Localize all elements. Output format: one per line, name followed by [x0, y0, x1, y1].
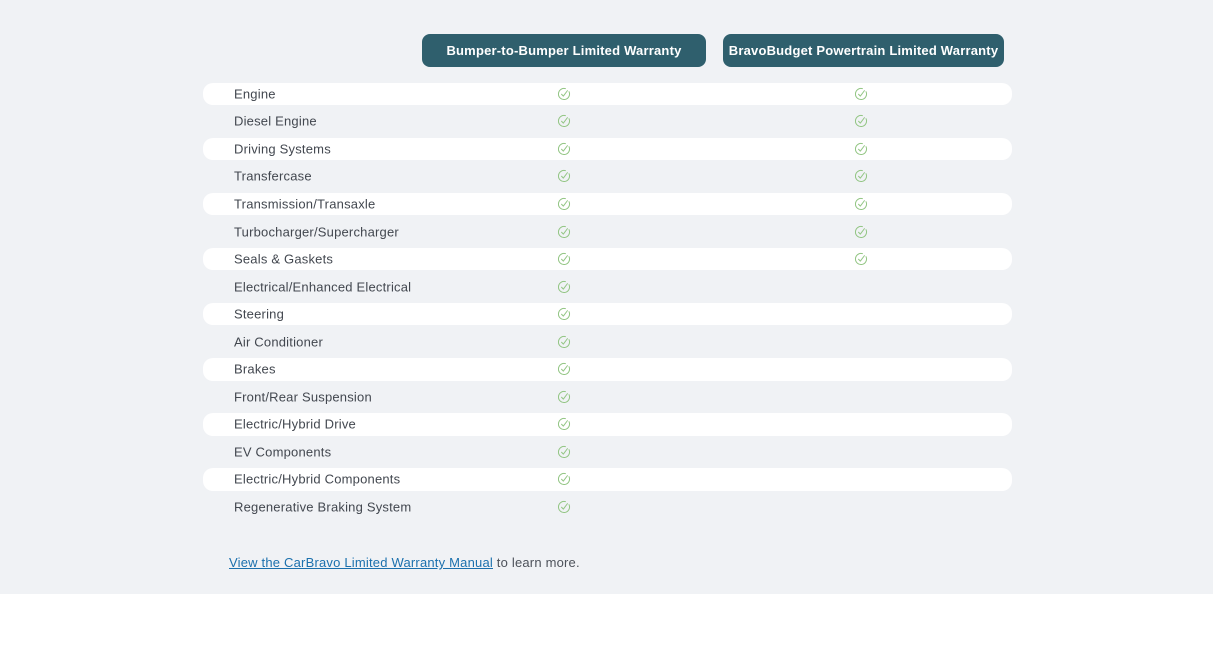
check-circle-icon	[854, 169, 868, 183]
table-row	[203, 218, 1012, 246]
check-circle-icon	[557, 280, 571, 294]
table-row	[203, 438, 1012, 466]
check-circle-icon	[557, 197, 571, 211]
table-row	[203, 190, 1012, 218]
check-circle-icon	[557, 225, 571, 239]
footer-suffix-text: to learn more.	[492, 555, 580, 570]
table-row	[203, 108, 1012, 136]
column-header-powertrain: BravoBudget Powertrain Limited Warranty	[723, 34, 1004, 67]
component-label: Engine	[234, 86, 276, 102]
check-circle-icon	[557, 417, 571, 431]
check-circle-icon	[557, 252, 571, 266]
row-background	[203, 83, 1012, 106]
component-label: Brakes	[234, 361, 276, 377]
component-label: Regenerative Braking System	[234, 499, 412, 515]
check-circle-icon	[557, 472, 571, 486]
table-row	[203, 355, 1012, 383]
table-row	[203, 80, 1012, 108]
check-circle-icon	[557, 500, 571, 514]
component-label: Electrical/Enhanced Electrical	[234, 279, 412, 295]
component-label: Seals & Gaskets	[234, 251, 334, 267]
table-row	[203, 466, 1012, 494]
check-circle-icon	[854, 225, 868, 239]
column-header-bumper-to-bumper: Bumper-to-Bumper Limited Warranty	[422, 34, 706, 67]
warranty-manual-link[interactable]: View the CarBravo Limited Warranty Manual	[229, 555, 493, 570]
component-label: Transfercase	[234, 168, 312, 184]
check-circle-icon	[557, 390, 571, 404]
table-row	[203, 163, 1012, 191]
component-label: Electric/Hybrid Drive	[234, 416, 356, 432]
footer-note	[229, 555, 580, 570]
check-circle-icon	[557, 142, 571, 156]
check-circle-icon	[557, 87, 571, 101]
row-background	[203, 358, 1012, 381]
check-circle-icon	[557, 169, 571, 183]
check-circle-icon	[854, 252, 868, 266]
table-row	[203, 411, 1012, 439]
table-row	[203, 300, 1012, 328]
component-label: Turbocharger/Supercharger	[234, 224, 399, 239]
row-background	[203, 303, 1012, 326]
check-circle-icon	[557, 114, 571, 128]
component-label: Front/Rear Suspension	[234, 389, 372, 405]
component-label: Air Conditioner	[234, 334, 323, 350]
component-label: Transmission/Transaxle	[234, 196, 376, 212]
table-row	[203, 135, 1012, 163]
check-circle-icon	[854, 87, 868, 101]
check-circle-icon	[854, 142, 868, 156]
component-label: EV Components	[234, 444, 332, 460]
table-row	[203, 383, 1012, 411]
table-row	[203, 493, 1012, 521]
table-row	[203, 328, 1012, 356]
component-label: Steering	[234, 306, 285, 322]
column-headers	[422, 34, 1004, 67]
component-label: Diesel Engine	[234, 113, 317, 129]
table-row	[203, 273, 1012, 301]
check-circle-icon	[557, 445, 571, 459]
check-circle-icon	[557, 335, 571, 349]
table-row	[203, 245, 1012, 273]
check-circle-icon	[557, 307, 571, 321]
check-circle-icon	[854, 114, 868, 128]
check-circle-icon	[557, 362, 571, 376]
component-label: Driving Systems	[234, 141, 331, 157]
comparison-table	[203, 80, 1012, 521]
check-circle-icon	[854, 197, 868, 211]
component-label: Electric/Hybrid Components	[234, 471, 401, 487]
